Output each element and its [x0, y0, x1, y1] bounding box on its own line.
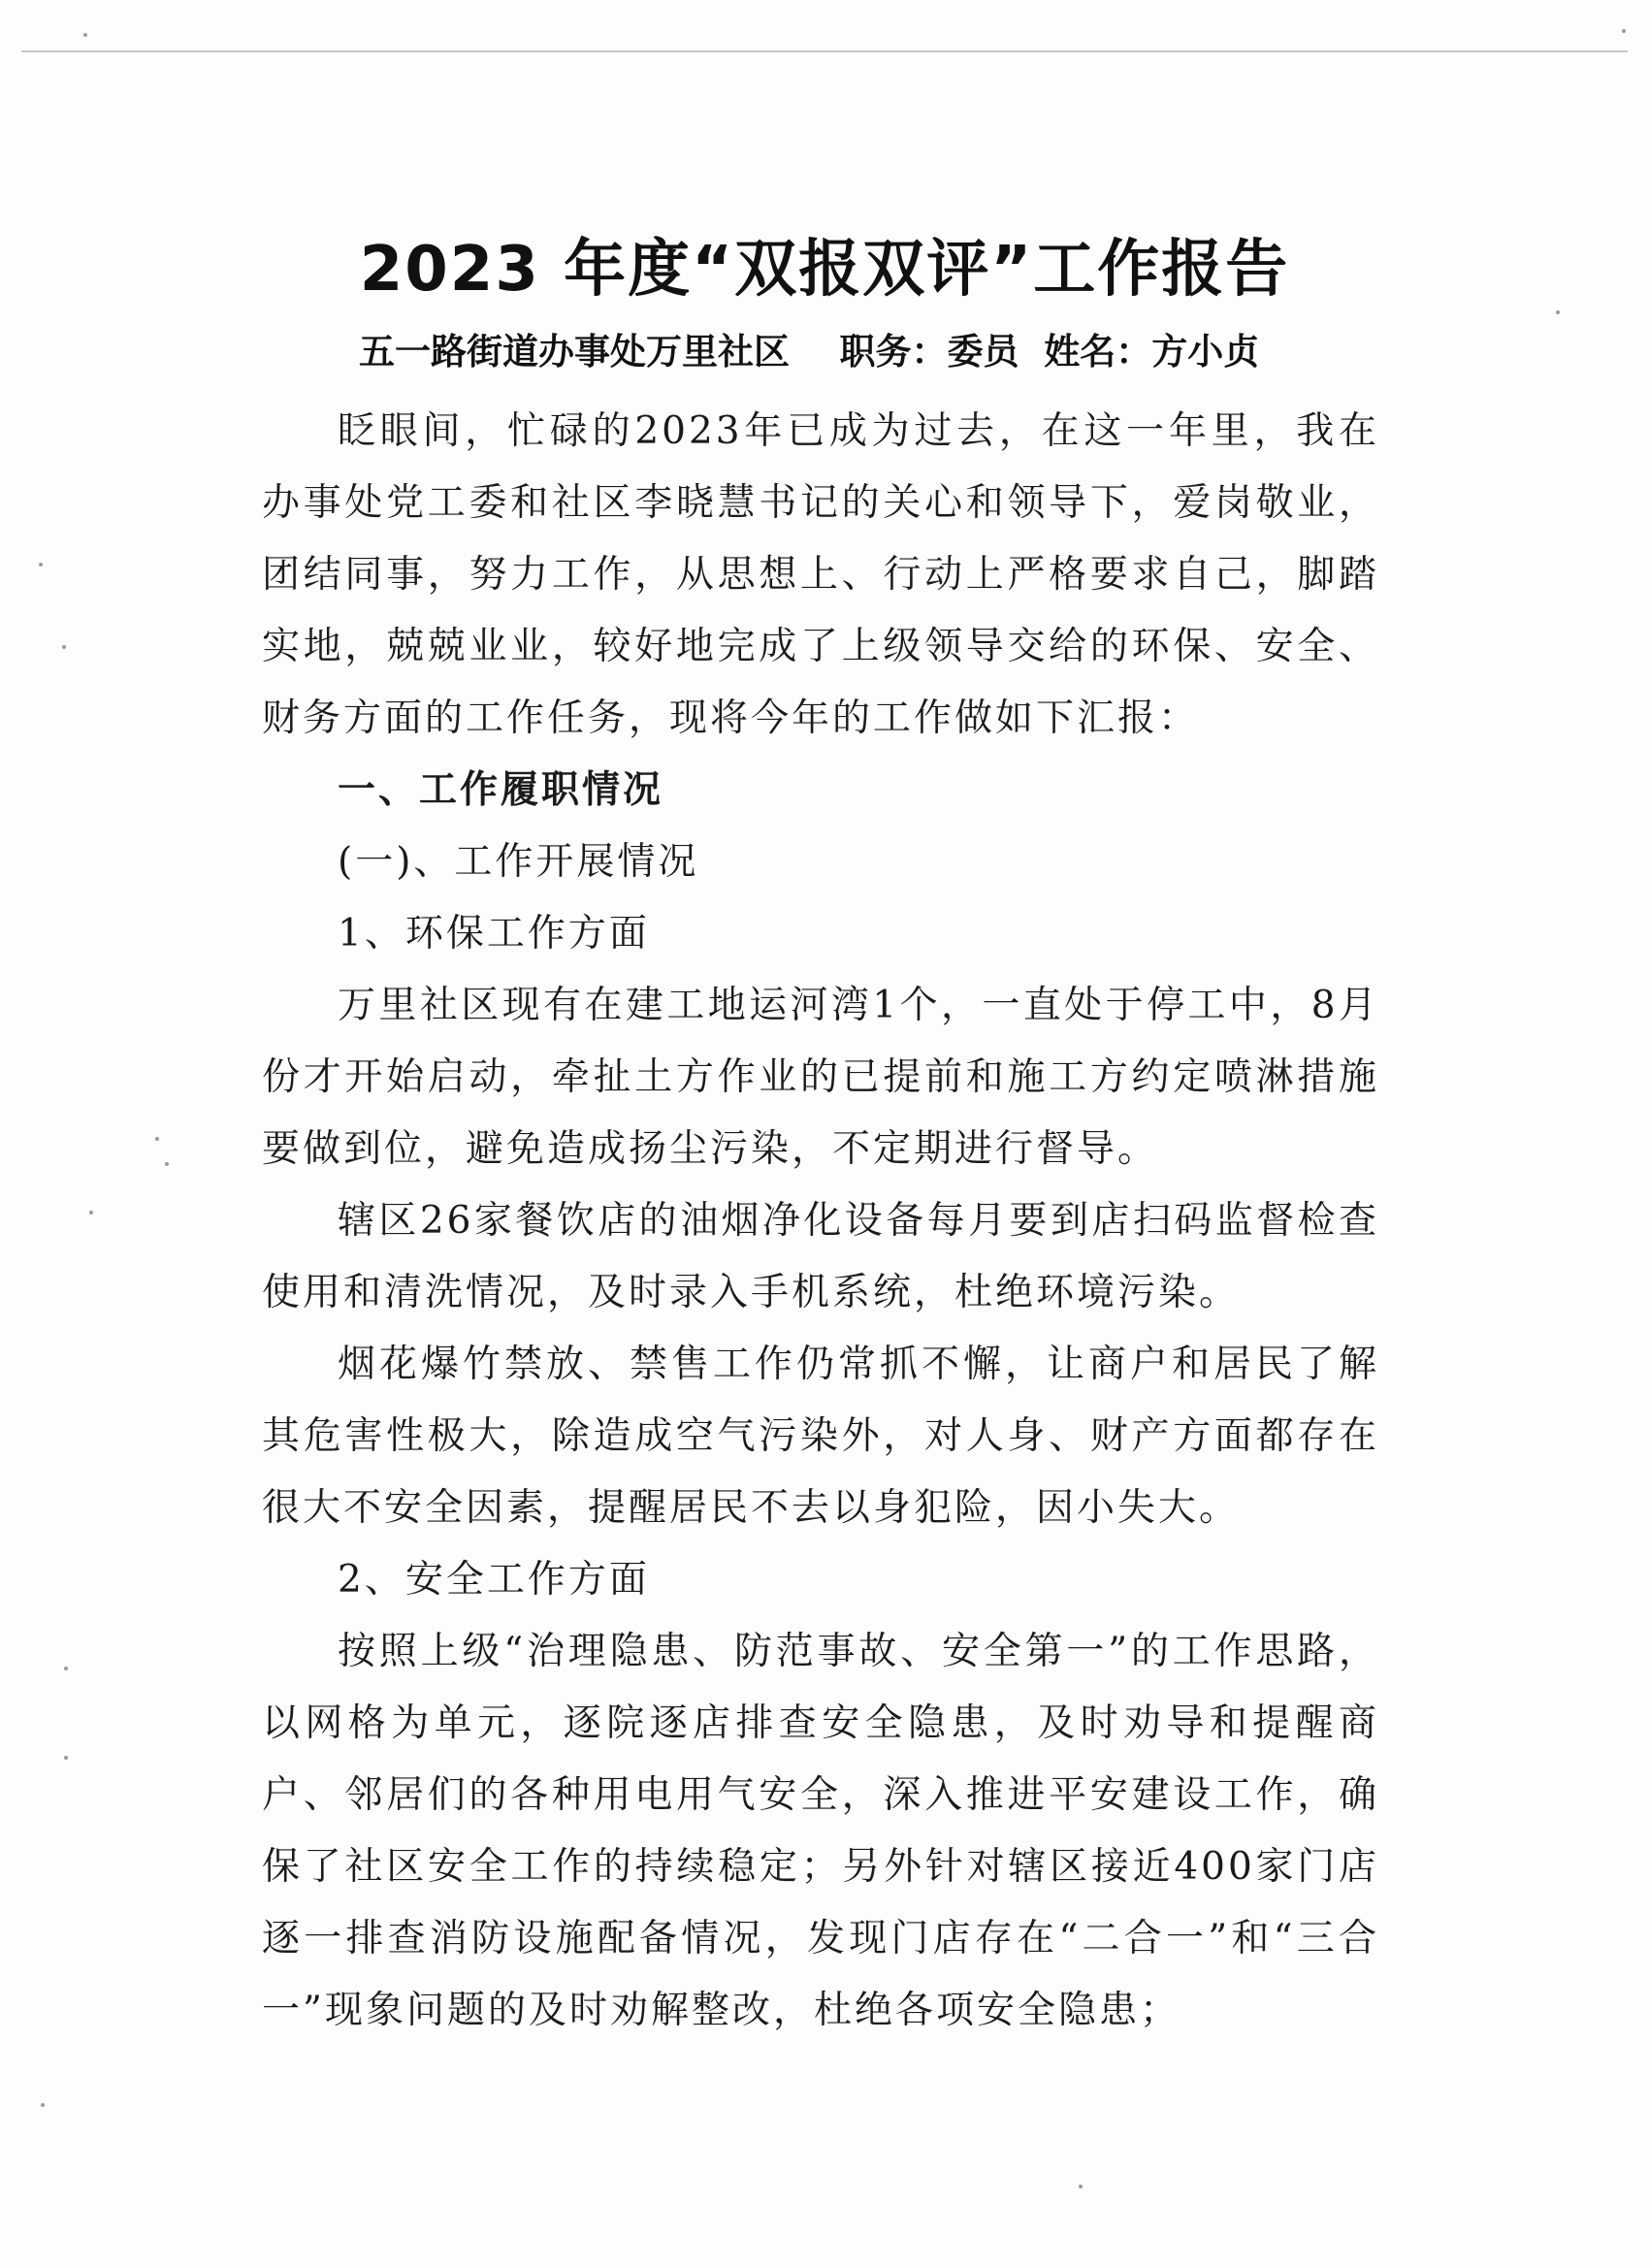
author-unit: 五一路街道办事处万里社区 — [359, 331, 790, 373]
scan-speck — [1556, 310, 1560, 314]
scan-speck — [64, 1667, 68, 1670]
subsection-heading: (一)、工作开展情况 — [338, 840, 699, 884]
environment-paragraph: 辖区26家餐饮店的油烟净化设备每月要到店扫码监督检查使用和清洗情况，及时录入手机系统，杜绝环境污染。 — [262, 1199, 1379, 1314]
author-position: 职务：委员 — [839, 331, 1019, 373]
environment-paragraph: 烟花爆竹禁放、禁售工作仍常抓不懈，让商户和居民了解其危害性极大，除造成空气污染外，对人身、财产方面都存在很大不安全因素，提醒居民不去以身犯险，因小失大。 — [262, 1343, 1379, 1530]
item-heading-safety: 2、安全工作方面 — [338, 1558, 650, 1602]
environment-paragraph: 万里社区现有在建工地运河湾1个，一直处于停工中，8月份才开始启动，牵扯土方作业的已提前和施工方约定喷淋措施要做到位，避免造成扬尘污染，不定期进行督导。 — [262, 984, 1379, 1171]
author-name: 姓名：方小贞 — [1044, 331, 1260, 373]
scan-edge-line — [21, 50, 1628, 52]
scan-speck — [89, 1211, 93, 1215]
scan-speck — [41, 2103, 45, 2107]
scan-speck — [1622, 29, 1626, 33]
scan-speck — [1079, 2185, 1083, 2188]
scan-speck — [62, 645, 66, 649]
author-line — [359, 328, 1259, 376]
document-body — [262, 396, 1379, 2047]
scan-speck — [64, 1756, 68, 1760]
intro-paragraph: 眨眼间，忙碌的2023年已成为过去，在这一年里，我在办事处党工委和社区李晓慧书记的关心和领导下，爱岗敬业，团结同事，努力工作，从思想上、行动上严格要求自己，脚踏实地，兢兢业业，较好地完成了上级领导交给的环保、安全、财务方面的工作任务，现将今年的工作做如下汇报： — [262, 409, 1379, 740]
scan-speck — [39, 563, 43, 567]
scan-speck — [83, 33, 87, 37]
safety-paragraph: 按照上级“治理隐患、防范事故、安全第一”的工作思路，以网格为单元，逐院逐店排查安全隐患，及时劝导和提醒商户、邻居们的各种用电用气安全，深入推进平安建设工作，确保了社区安全工作的持续稳定；另外针对辖区接近400家门店逐一排查消防设施配备情况，发现门店存在“二合一”和“三合一”现象问题的及时劝解整改，杜绝各项安全隐患； — [262, 1630, 1379, 2032]
scan-speck — [155, 1137, 159, 1141]
scan-speck — [165, 1162, 169, 1166]
item-heading-environment: 1、环保工作方面 — [338, 912, 650, 956]
document-title: 2023 年度“双报双评”工作报告 — [359, 234, 1290, 306]
section-heading: 一、工作履职情况 — [338, 768, 664, 812]
